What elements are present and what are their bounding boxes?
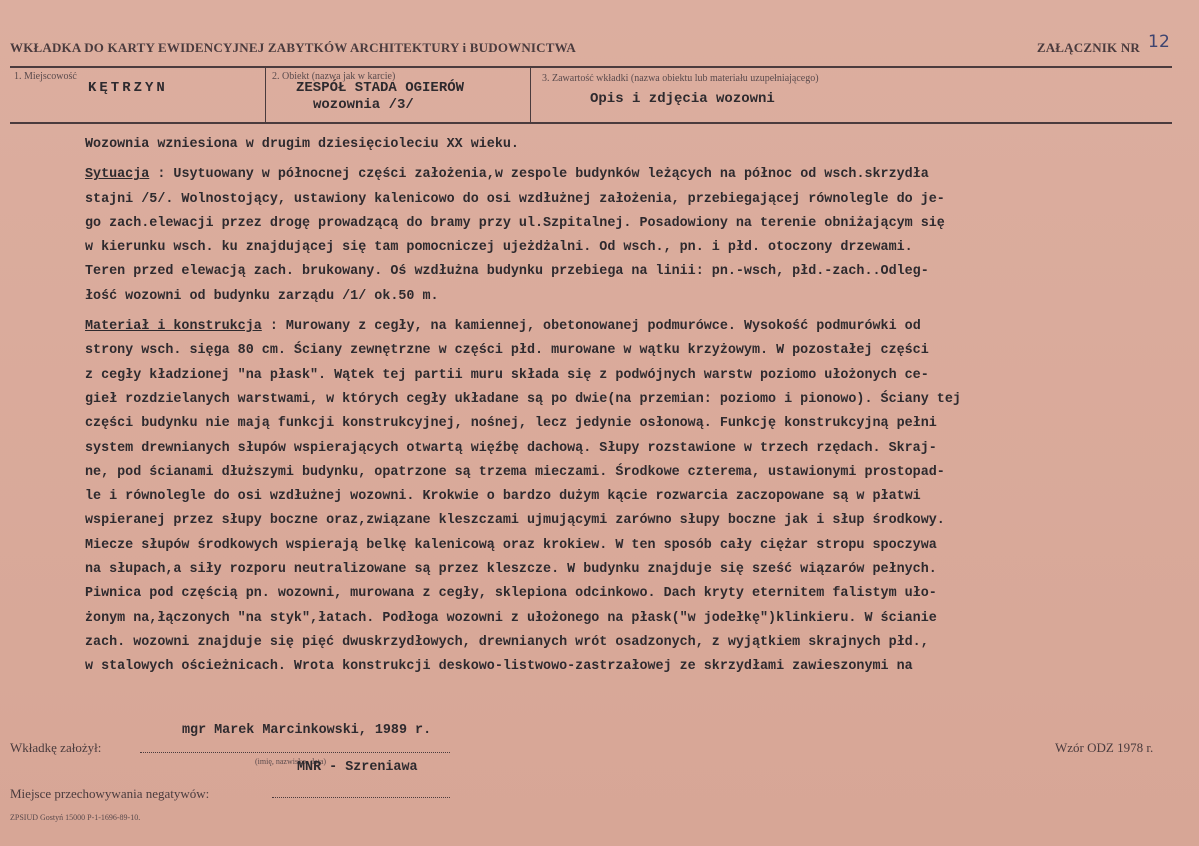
storage-dotline xyxy=(272,797,450,798)
field2-value-line2: wozownia /3/ xyxy=(313,97,414,113)
material-line: gieł rozdzielanych warstwami, w których cegły układane są po dwie(na przemian: poziomo i pionowo). Ściany tej xyxy=(85,391,961,407)
field-divider-1 xyxy=(265,68,266,122)
material-line: strony wsch. sięga 80 cm. Ściany zewnętrzne w części płd. murowane w wątku krzyżowym. W pozostałej części xyxy=(85,343,929,359)
storage-typed: MNR - Szreniawa xyxy=(297,760,418,775)
material-line: ne, pod ścianami dłuższymi budynku, opatrzone są trzema mieczami. Środkowe czterema, ustawionymi prostopad- xyxy=(85,464,945,480)
field-divider-2 xyxy=(530,68,531,122)
form-label: Wzór ODZ 1978 r. xyxy=(1055,740,1154,755)
sytuacja-line: łość wozowni od budynku zarządu /1/ ok.50 m. xyxy=(85,288,439,304)
material-line: system drewnianych słupów wspierających otwartą więźbę dachową. Słupy rozstawione w trzech rzędach. Skraj- xyxy=(85,440,937,456)
author-dotline xyxy=(140,752,450,753)
sytuacja-line: go zach.elewacji przez drogę prowadzącą do bramy przy ul.Szpitalnej. Posadowiony na terenie obniżającym się xyxy=(85,215,945,231)
author-label: Wkładkę założył: xyxy=(10,740,102,755)
material-line: z cegły kładzionej "na płask". Wątek tej partii muru składa się z podwójnych warstw poziomo ułożonych ce- xyxy=(85,367,929,383)
fields-rule xyxy=(10,122,1172,124)
material-line: części budynku nie mają funkcji konstrukcyjnej, nośnej, lecz jedynie osłonową. Funkcję konstrukcyjną pełni xyxy=(85,416,937,432)
field1-value: KĘTRZYN xyxy=(88,80,168,96)
material-line: zach. wozowni znajduje się pięć dwuskrzydłowych, drewnianych wrót osadzonych, z wyjątkiem skrajnych płd., xyxy=(85,634,929,650)
attachment-number: 12 xyxy=(1147,32,1170,52)
intro-line: Wozownia wzniesiona w drugim dziesięcioleciu XX wieku. xyxy=(85,137,519,152)
material-line: Piwnica pod częścią pn. wozowni, murowana z cegły, sklepiona odcinkowo. Dach kryty eternitem falistym uło- xyxy=(85,586,937,602)
field1-label: 1. Miejscowość xyxy=(14,71,77,82)
field2-label: 2. Obiekt (nazwa jak w karcie) xyxy=(272,71,396,82)
field3-value: Opis i zdjęcia wozowni xyxy=(590,91,775,107)
sytuacja-line: stajni /5/. Wolnostojący, ustawiony kalenicowo do osi wzdłużnej założenia, przebiegającej równolegle do je- xyxy=(85,191,945,207)
sytuacja-heading: Sytuacja xyxy=(85,167,150,183)
sytuacja-line-1: Sytuacja : Usytuowany w północnej części założenia,w zespole budynków leżących na północ od wsch.skrzydła xyxy=(85,167,929,183)
description-body xyxy=(85,133,1175,680)
author-typed: mgr Marek Marcinkowski, 1989 r. xyxy=(182,723,432,738)
field2-value-line1: ZESPÓŁ STADA OGIERÓW xyxy=(296,80,465,96)
header-rule xyxy=(10,66,1172,68)
attachment-label: ZAŁĄCZNIK NR xyxy=(1036,40,1140,55)
material-line-1: Materiał i konstrukcja : Murowany z cegły, na kamiennej, obetonowanej podmurówce. Wysokość podmurówki od xyxy=(85,319,921,335)
printer-info: ZPSIUD Gostyń 15000 P-1-1696-89-10. xyxy=(10,813,141,822)
field3-label: 3. Zawartość wkładki (nazwa obiektu lub materiału uzupełniającego) xyxy=(542,73,819,84)
storage-label: Miejsce przechowywania negatywów: xyxy=(10,786,210,801)
material-line: żonym na,łączonych "na styk",łatach. Podłoga wozowni z ułożonego na płask("w jodełkę")klinkieru. W ścianie xyxy=(85,610,937,626)
card-header xyxy=(10,32,1170,60)
card-title: WKŁADKA DO KARTY EWIDENCYJNEJ ZABYTKÓW ARCHITEKTURY i BUDOWNICTWA xyxy=(10,40,576,55)
sytuacja-line: w kierunku wsch. ku znajdującej się tam pomocniczej ujeżdżalni. Od wsch., pn. i płd. otoczony drzewami. xyxy=(85,240,913,256)
material-line: na słupach,a siły rozporu neutralizowane są przez kleszcze. W budynku znajduje się sześć wiązarów pełnych. xyxy=(85,562,937,578)
material-line: w stalowych ościeżnicach. Wrota konstrukcji deskowo-listwowo-zastrzałowej ze skrzydłami zawieszonymi na xyxy=(85,659,913,675)
material-line: Miecze słupów środkowych wspierają belkę kalenicową oraz krokiew. W ten sposób cały ciężar stropu spoczywa xyxy=(85,537,937,553)
material-heading: Materiał i konstrukcja xyxy=(85,319,262,335)
material-line: wspieranej przez słupy boczne oraz,związane kleszczami ujmującymi zarówno słupy boczne jak i słup środkowy. xyxy=(85,513,945,529)
author-sublabel: (imię, nazwisko, data) xyxy=(255,757,327,766)
sytuacja-line: Teren przed elewacją zach. brukowany. Oś wzdłużna budynku przebiega na linii: pn.-wsch, płd.-zach..Odleg- xyxy=(85,264,929,280)
material-line: le i równolegle do osi wzdłużnej wozowni. Krokwie o bardzo dużym kącie rozwarcia zaczopowane są w płatwi xyxy=(85,489,921,505)
